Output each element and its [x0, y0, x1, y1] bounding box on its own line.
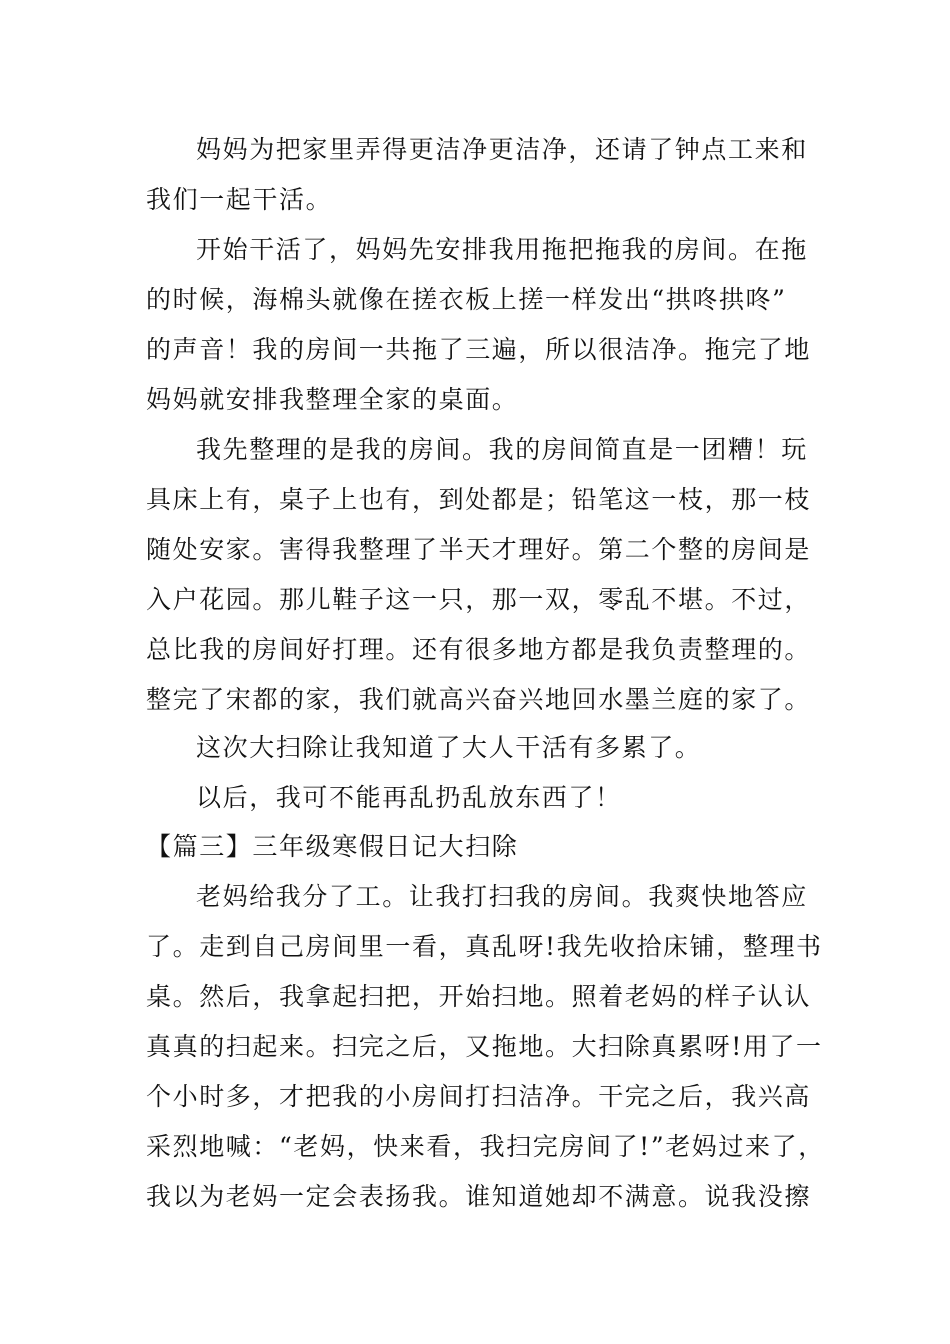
paragraph-line: 以后，我可不能再乱扔乱放东西了！: [196, 783, 622, 812]
paragraph-line: 入户花园。那儿鞋子这一只，那一双，零乱不堪。不过，: [146, 585, 812, 614]
paragraph-line: 总比我的房间好打理。还有很多地方都是我负责整理的。: [146, 635, 812, 664]
paragraph-line: 妈妈就安排我整理全家的桌面。: [146, 385, 519, 414]
paragraph-line: 采烈地喊：“老妈，快来看，我扫完房间了!”老妈过来了，: [146, 1132, 825, 1161]
paragraph-line: 桌。然后，我拿起扫把，开始扫地。照着老妈的样子认认: [146, 982, 812, 1011]
section-heading: 【篇三】三年级寒假日记大扫除: [146, 832, 519, 861]
paragraph-line: 的时候，海棉头就像在搓衣板上搓一样发出“拱咚拱咚”: [146, 285, 787, 314]
paragraph-line: 开始干活了，妈妈先安排我用拖把拖我的房间。在拖: [196, 235, 808, 264]
paragraph-line: 我以为老妈一定会表扬我。谁知道她却不满意。说我没擦: [146, 1182, 812, 1211]
paragraph-line: 真真的扫起来。扫完之后，又拖地。大扫除真累呀!用了一: [146, 1032, 823, 1061]
paragraph-line: 我先整理的是我的房间。我的房间简直是一团糟！玩: [196, 435, 808, 464]
paragraph-line: 个小时多，才把我的小房间打扫洁净。干完之后，我兴高: [146, 1082, 812, 1111]
paragraph-line: 整完了宋都的家，我们就高兴奋兴地回水墨兰庭的家了。: [146, 685, 812, 714]
paragraph-line: 妈妈为把家里弄得更洁净更洁净，还请了钟点工来和: [196, 135, 808, 164]
paragraph-line: 我们一起干活。: [146, 185, 333, 214]
paragraph-line: 的声音！我的房间一共拖了三遍，所以很洁净。拖完了地: [146, 335, 812, 364]
paragraph-line: 随处安家。害得我整理了半天才理好。第二个整的房间是: [146, 535, 812, 564]
paragraph-line: 老妈给我分了工。让我打扫我的房间。我爽快地答应: [196, 882, 808, 911]
paragraph-line: 这次大扫除让我知道了大人干活有多累了。: [196, 733, 702, 762]
paragraph-line: 了。走到自己房间里一看，真乱呀!我先收拾床铺，整理书: [146, 932, 823, 961]
paragraph-line: 具床上有，桌子上也有，到处都是；铅笔这一枝，那一枝: [146, 485, 812, 514]
